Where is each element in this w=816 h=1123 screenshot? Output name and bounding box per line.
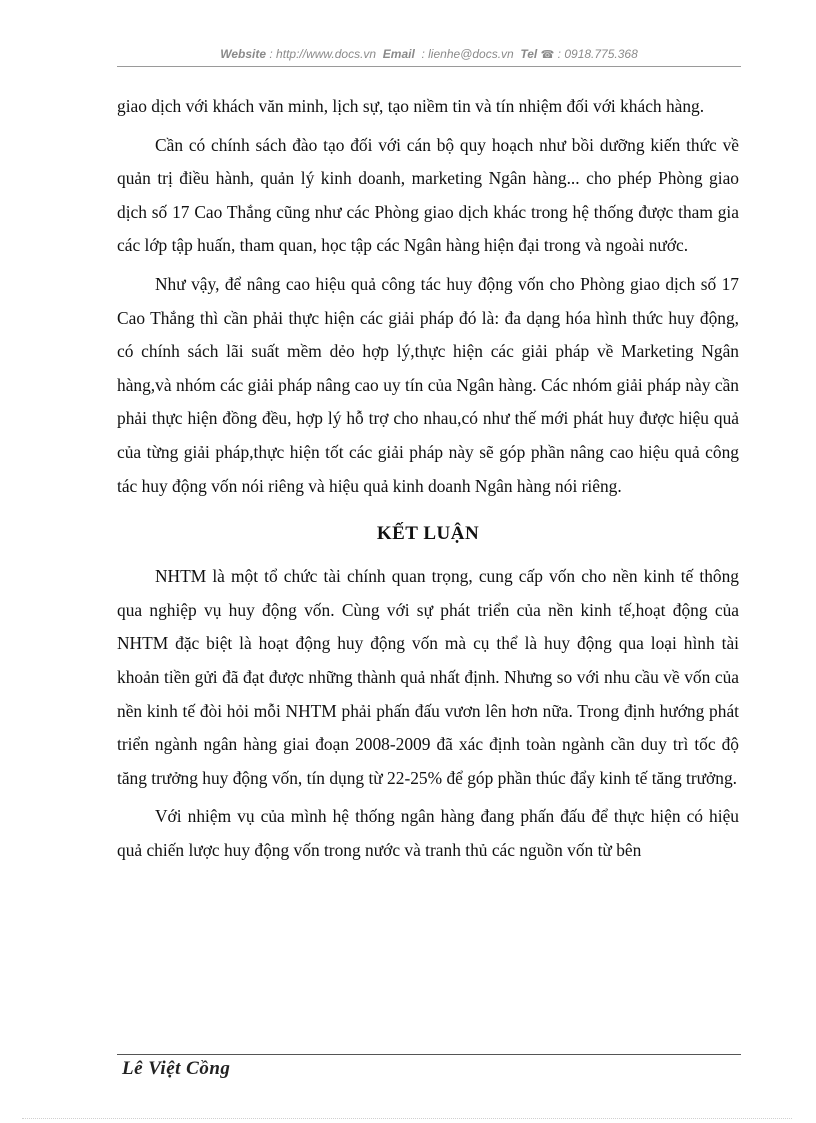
page-bottom-edge <box>22 1118 792 1119</box>
document-body <box>117 90 739 867</box>
tel-label: Tel <box>520 47 538 61</box>
footer-divider <box>117 1054 741 1055</box>
website-value: : http://www.docs.vn <box>269 47 377 61</box>
footer-author: Lê Việt Cồng <box>122 1058 231 1079</box>
paragraph-conclusion-1: NHTM là một tổ chức tài chính quan trọng, cung cấp vốn cho nền kinh tế thông qua nghiệp vụ huy động vốn. Cùng với sự phát triển của nền kinh tế,hoạt động của NHTM đặc biệt là hoạt động huy động vốn mà cụ thể là huy động qua loại hình tài khoản tiền gửi đã đạt được những thành quả nhất định. Nhưng so với nhu cầu về vốn của nền kinh tế đòi hỏi mỗi NHTM phải phấn đấu vươn lên hơn nữa. Trong định hướng phát triển ngành ngân hàng giai đoạn 2008-2009 đã xác định toàn ngành cần duy trì tốc độ tăng trưởng huy động vốn, tín dụng từ 22-25% để góp phần thúc đẩy kinh tế tăng trưởng. <box>117 566 739 788</box>
email-value: : lienhe@docs.vn <box>421 47 514 61</box>
tel-value: : 0918.775.368 <box>557 47 638 61</box>
paragraph-summary-solutions: Như vậy, để nâng cao hiệu quả công tác huy động vốn cho Phòng giao dịch số 17 Cao Thắng thì cần phải thực hiện các giải pháp đó là: đa dạng hóa hình thức huy động, có chính sách lãi suất mềm dẻo hợp lý,thực hiện các giải pháp về Marketing Ngân hàng,và nhóm các giải pháp nâng cao uy tín của Ngân hàng. Các nhóm giải pháp này cần phải thực hiện đồng đều, hợp lý hỗ trợ cho nhau,có như thế mới phát huy được hiệu quả của từng giải pháp,thực hiện tốt các giải pháp này sẽ góp phần nâng cao hiệu quả công tác huy động vốn nói riêng và hiệu quả kinh doanh Ngân hàng nói riêng. <box>117 273 739 496</box>
paragraph-continuation: giao dịch với khách văn minh, lịch sự, tạo niềm tin và tín nhiệm đối với khách hàng. <box>117 96 705 116</box>
paragraph-conclusion-2: Với nhiệm vụ của mình hệ thống ngân hàng đang phấn đấu để thực hiện có hiệu quả chiến lược huy động vốn trong nước và tranh thủ các nguồn vốn từ bên <box>117 806 739 860</box>
section-heading-conclusion: KẾT LUẬN <box>376 523 480 545</box>
email-label: Email <box>382 47 415 61</box>
website-label: Website <box>220 47 267 61</box>
header-divider <box>117 66 741 67</box>
page-header <box>117 47 741 61</box>
paragraph-training-policy: Cần có chính sách đào tạo đối với cán bộ quy hoạch như bồi dưỡng kiến thức về quản trị điều hành, quản lý kinh doanh, marketing Ngân hàng... cho phép Phòng giao dịch số 17 Cao Thắng cũng như các Phòng giao dịch khác trong hệ thống được tham gia các lớp tập huấn, tham quan, học tập các Ngân hàng hiện đại trong và ngoài nước. <box>117 134 739 256</box>
phone-icon: ☎ <box>540 49 555 61</box>
